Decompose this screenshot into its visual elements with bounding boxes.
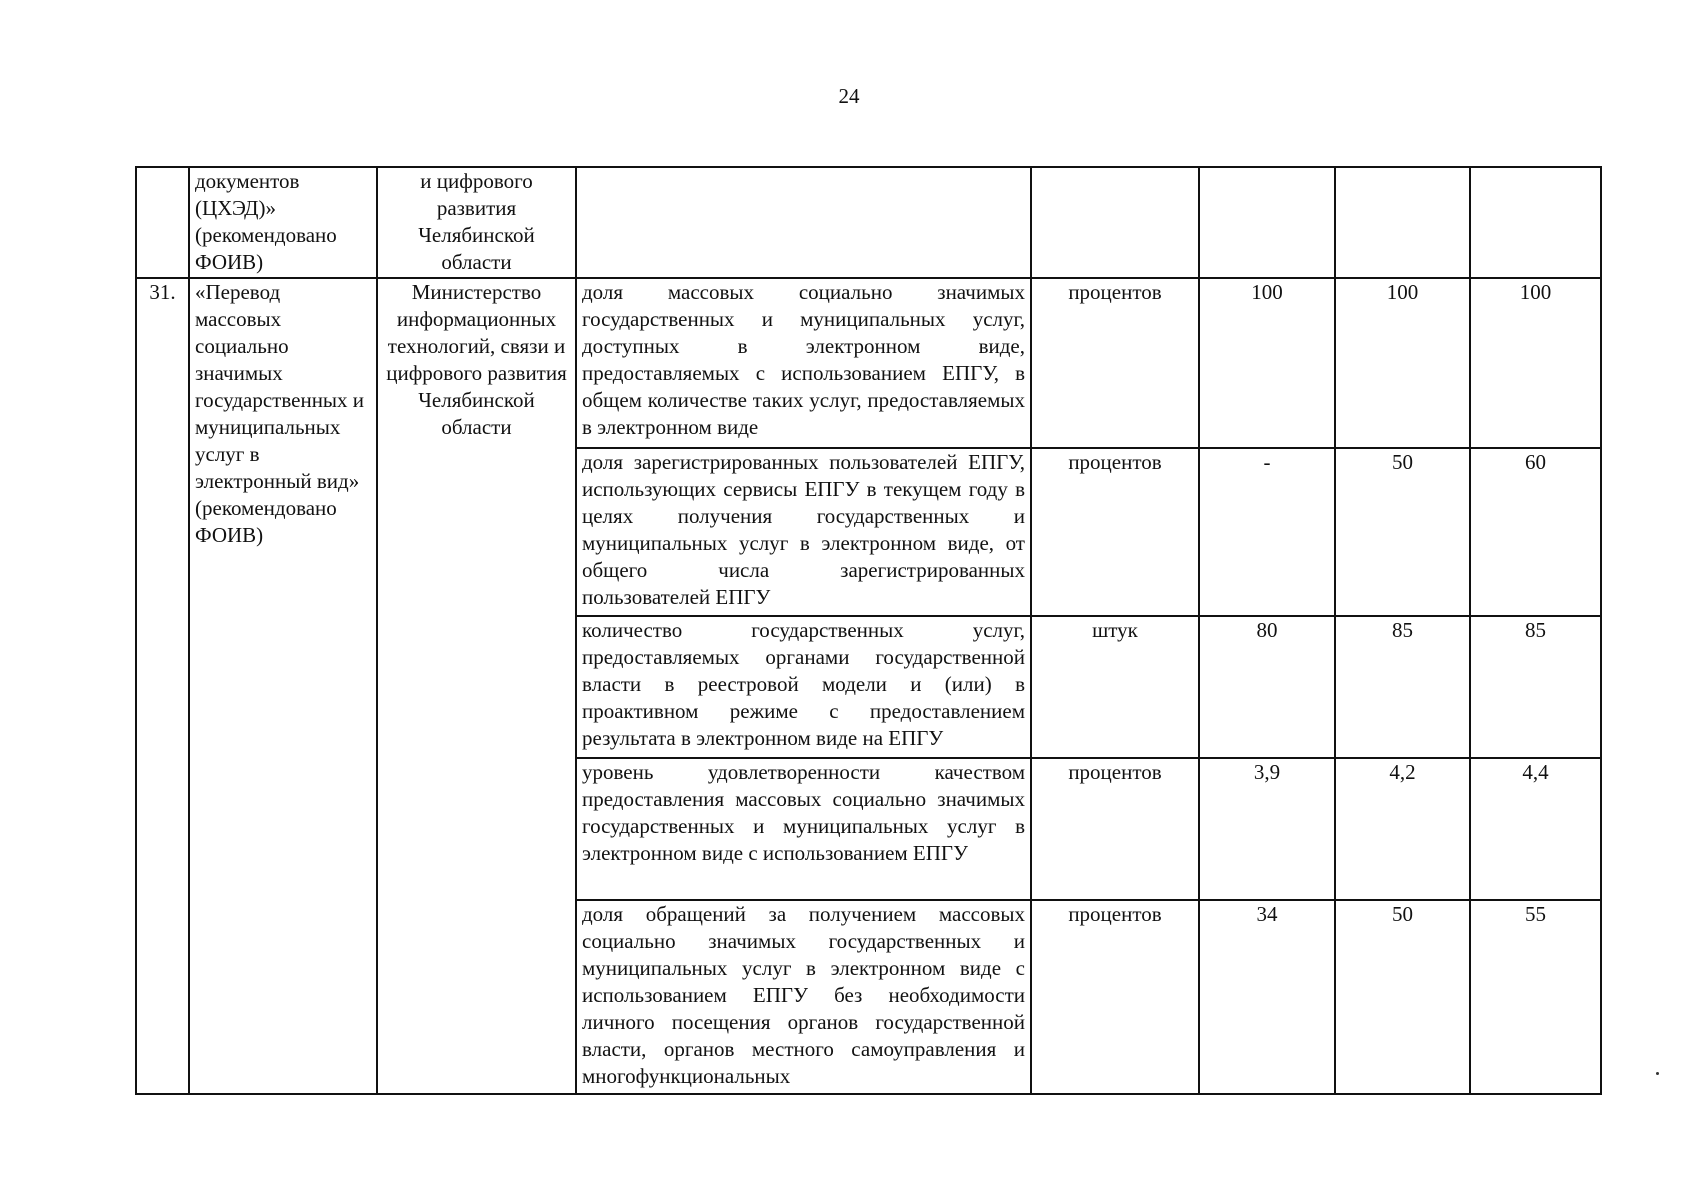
cell-indicator: уровень удовлетворенности качеством предоставления массовых социально значимых государственных и муниципальных услуг в электронном виде с использованием ЕПГУ: [576, 758, 1031, 900]
table-row-continuation: [136, 167, 1601, 278]
cell-unit: процентов: [1031, 448, 1199, 616]
cell-value-2-empty: [1335, 167, 1470, 278]
cell-indicator: количество государственных услуг, предоставляемых органами государственной власти в реестровой модели и (или) в проактивном режиме с предоставлением результата в электронном виде на ЕПГУ: [576, 616, 1031, 758]
table-row: [136, 278, 1601, 448]
cell-value-3: 4,4: [1470, 758, 1601, 900]
cell-executor: Министерство информационных технологий, связи и цифрового развития Челябинской области: [377, 278, 576, 1094]
cell-number-empty: [136, 167, 189, 278]
cell-value-3: 55: [1470, 900, 1601, 1094]
cell-value-1: 34: [1199, 900, 1335, 1094]
cell-unit: процентов: [1031, 900, 1199, 1094]
indicators-table: [135, 166, 1602, 1095]
cell-unit-empty: [1031, 167, 1199, 278]
cell-value-2: 100: [1335, 278, 1470, 448]
cell-value-2: 85: [1335, 616, 1470, 758]
cell-value-1: -: [1199, 448, 1335, 616]
cell-unit: процентов: [1031, 278, 1199, 448]
cell-value-1-empty: [1199, 167, 1335, 278]
cell-unit: штук: [1031, 616, 1199, 758]
cell-value-3: 85: [1470, 616, 1601, 758]
cell-indicator: доля зарегистрированных пользователей ЕПГУ, использующих сервисы ЕПГУ в текущем году в целях получения государственных и муниципальных услуг в электронном виде, от общего числа зарегистрированных пользователей ЕПГУ: [576, 448, 1031, 616]
cell-project-name: «Перевод массовых социально значимых государственных и муниципальных услуг в электронный вид» (рекомендовано ФОИВ): [189, 278, 377, 1094]
page-number: 24: [838, 84, 860, 108]
cell-value-3: 100: [1470, 278, 1601, 448]
cell-indicator-empty: [576, 167, 1031, 278]
cell-indicator: доля массовых социально значимых государственных и муниципальных услуг, доступных в электронном виде, предоставляемых с использованием ЕПГУ, в общем количестве таких услуг, предоставляемых в электронном виде: [576, 278, 1031, 448]
cell-value-1: 80: [1199, 616, 1335, 758]
cell-executor-cont: и цифрового развития Челябинской области: [377, 167, 576, 278]
cell-value-2: 50: [1335, 448, 1470, 616]
cell-indicator: доля обращений за получением массовых социально значимых государственных и муниципальных услуг в электронном виде с использованием ЕПГУ без необходимости личного посещения органов государственной власти, органов местного самоуправления и многофункциональных: [576, 900, 1031, 1094]
cell-value-1: 3,9: [1199, 758, 1335, 900]
cell-value-2: 50: [1335, 900, 1470, 1094]
cell-unit: процентов: [1031, 758, 1199, 900]
cell-value-3-empty: [1470, 167, 1601, 278]
cell-row-number: 31.: [136, 278, 189, 1094]
cell-value-1: 100: [1199, 278, 1335, 448]
scan-speck: [1656, 1072, 1659, 1075]
cell-value-3: 60: [1470, 448, 1601, 616]
cell-value-2: 4,2: [1335, 758, 1470, 900]
cell-project-name-cont: документов (ЦХЭД)» (рекомендовано ФОИВ): [189, 167, 377, 278]
